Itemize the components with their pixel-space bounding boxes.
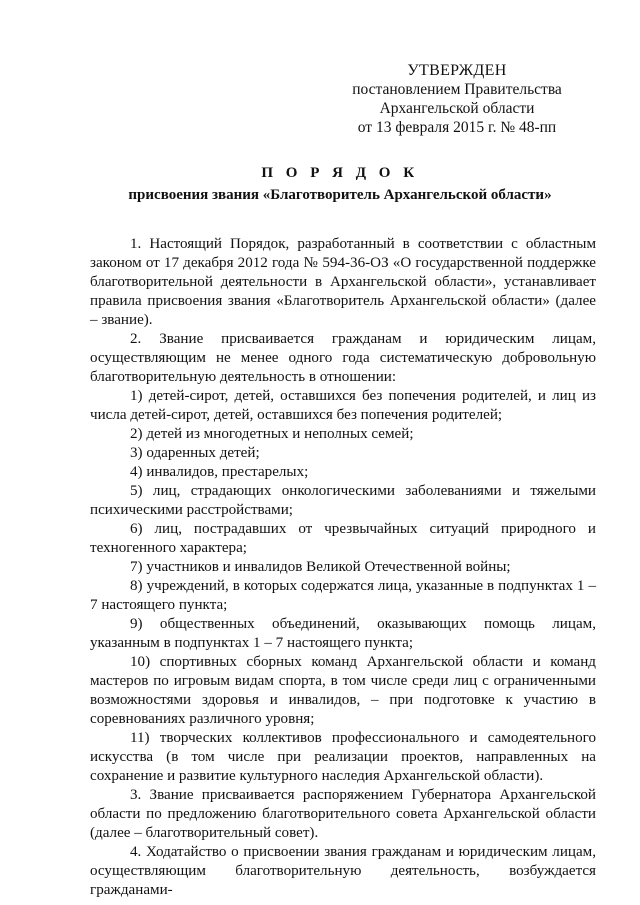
subitem-7: 7) участников и инвалидов Великой Отечественной войны; (130, 559, 511, 575)
document-subtitle: присвоения звания «Благотворитель Архангельской области» (128, 187, 552, 203)
subitem-4: 4) инвалидов, престарелых; (130, 464, 309, 480)
approval-line: от 13 февраля 2015 г. № 48-пп (357, 119, 557, 136)
approval-line: Архангельской области (379, 100, 535, 117)
paragraph-item-3: 3. Звание присваивается распоряжением Губернатора Архангельской области по предложению благотворительного совета Архангельской области (далее – благотворительный совет). (90, 787, 596, 841)
paragraph-item-1: 1. Настоящий Порядок, разработанный в соответствии с областным законом от 17 декабря 2012 года № 594-36-ОЗ «О государственной поддержке благотворительной деятельности в Архангельской области», устанавливает правила присвоения звания «Благотворитель Архангельской области» (далее – звание). (90, 236, 596, 328)
subitem-9: 9) общественных объединений, оказывающих помощь лицам, указанным в подпунктах 1 – 7 настоящего пункта; (90, 616, 596, 651)
subitem-6: 6) лиц, пострадавших от чрезвычайных ситуаций природного и техногенного характера; (90, 521, 596, 556)
approval-line: постановлением Правительства (352, 81, 562, 98)
document-heading (90, 163, 590, 205)
approval-title: УТВЕРЖДЕН (407, 62, 507, 79)
subitem-10: 10) спортивных сборных команд Архангельской области и команд мастеров по игровым видам спорта, в том числе среди лиц с ограниченными возможностями здоровья и инвалидов, – при подготовке к участию в соревнованиях различного уровня; (90, 654, 596, 727)
paragraph-item-4: 4. Ходатайство о присвоении звания гражданам и юридическим лицам, осуществляющим благотворительную деятельность, возбуждается гражданами- (90, 844, 596, 898)
document-body (90, 235, 596, 900)
paragraph-item-2: 2. Звание присваивается гражданам и юридическим лицам, осуществляющим не менее одного года систематическую добровольную благотворительную деятельность в отношении: (90, 331, 596, 385)
approval-block (340, 61, 574, 137)
subitem-8: 8) учреждений, в которых содержатся лица, указанные в подпунктах 1 – 7 настоящего пункта; (90, 578, 596, 613)
subitem-1: 1) детей-сирот, детей, оставшихся без попечения родителей, и лиц из числа детей-сирот, детей, оставшихся без попечения родителей; (90, 388, 596, 423)
subitem-5: 5) лиц, страдающих онкологическими заболеваниями и тяжелыми психическими расстройствами; (90, 483, 596, 518)
document-title: П О Р Я Д О К (261, 165, 419, 181)
subitem-3: 3) одаренных детей; (130, 445, 260, 461)
subitem-11: 11) творческих коллективов профессионального и самодеятельного искусства (в том числе при реализации проектов, направленных на сохранение и развитие культурного наследия Архангельской области). (90, 730, 596, 784)
subitem-2: 2) детей из многодетных и неполных семей; (130, 426, 414, 442)
